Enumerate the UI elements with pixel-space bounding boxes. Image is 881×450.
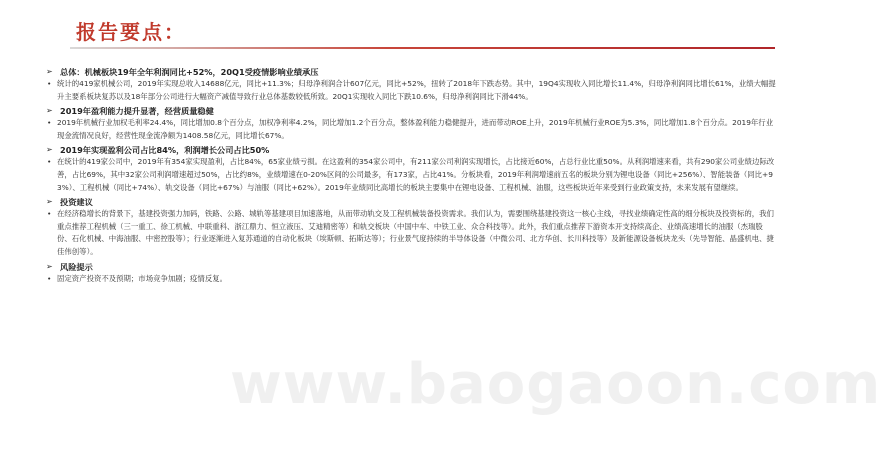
section-investment-advice [46,196,776,258]
bullet-text: 2019年机械行业加权毛利率24.4%，同比增加0.8个百分点，加权净利率4.2%，同比增加1.2个百分点，整体盈利能力稳健提升，进而带动ROE上升，2019年机械行业ROE为5.3%，同比增加1.8个百分点。2019年行业现金流情况良好，经营性现金流净额为1408.58亿元，同比增长67%。 [57,118,774,140]
bullet-paragraph [46,78,776,103]
bullet-text: 在统计的419家公司中，2019年有354家实现盈利，占比84%，65家业绩亏损。在这盈利的354家公司中，有211家公司利润实现增长，占比接近60%，占总行业比重50%。从利润增速来看，共有290家公司业绩边际改善，占比69%，其中32家公司利润增速超过50%，占比约8%，业绩增速在0-20%区间的公司最多，有173家，占比41%。分板块看，2019年利润增速前五名的板块分别为锂电设备（同比+256%）、智能装备（同比+93%）、工程机械（同比+74%）、轨交设备（同比+67%）与油服（同比+62%）。2019年业绩同比高增长的板块主要集中在锂电设备、工程机械、油服，这些板块近年来受到行业政策支持，未来发展有望继续。 [57,157,775,192]
dot-bullet-icon: • [47,157,52,167]
section-heading [46,196,776,208]
arrow-bullet-icon: ➢ [46,197,53,207]
dot-bullet-icon: • [47,118,52,128]
section-heading-text: 总体：机械板块19年全年利润同比+52%，20Q1受疫情影响业绩承压 [60,67,319,77]
section-profitability [46,105,776,142]
arrow-bullet-icon: ➢ [46,106,53,116]
bullet-paragraph [46,156,776,194]
section-heading-text: 投资建议 [60,197,93,208]
bullet-text: 统计的419家机械公司，2019年实现总收入14688亿元，同比+11.3%；归母净利润合计607亿元，同比+52%，扭转了2018年下跌态势。其中，19Q4实现收入同比增长11.4%，归母净利润同比增长61%，业绩大幅提升主要系板块复苏以及18年部分公司进行大幅资产减值导致行业总体基数较低所致。20Q1实现收入同比下跌10.6%，归母净利润同比下滑44%。 [57,79,776,101]
bullet-paragraph [46,208,776,258]
section-heading-text: 2019年盈利能力提升显著，经营质量稳健 [60,106,214,117]
section-heading [46,66,776,78]
arrow-bullet-icon: ➢ [46,145,53,155]
arrow-bullet-icon: ➢ [46,67,53,76]
section-profit-ratio [46,144,776,194]
dot-bullet-icon: • [47,209,52,219]
section-heading-text: 风险提示 [60,261,93,272]
bullet-paragraph [46,117,776,142]
report-content [46,64,776,285]
section-heading [46,261,776,273]
section-overview [46,66,776,103]
section-heading [46,144,776,156]
section-risk-warning [46,261,776,286]
bullet-text: 在经济稳增长的背景下，基建投资强力加码，铁路、公路、城轨等基建项目加速落地，从而带动轨交及工程机械装备投资需求。我们认为，需要围绕基建投资这一核心主线，寻找业绩确定性高的细分板块及投资标的，我们重点推荐工程机械（三一重工、徐工机械、中联重科、浙江鼎力、恒立液压、艾迪精密等）和轨交板块（中国中车、中铁工业、众合科技等）。此外，我们重点推荐下游资本开支持续高企、业绩高速增长的油服（杰瑞股份、石化机械、中海油服、中密控股等）；行业逐渐进入复苏通道的自动化板块（埃斯顿、拓斯达等）；行业景气度持续的半导体设备（中微公司、北方华创、长川科技等）及新能源设备板块龙头（先导智能、晶盛机电、捷佳伟创等）。 [57,209,774,256]
dot-bullet-icon: • [47,79,52,88]
page-title: 报告要点： [76,20,186,44]
section-heading [46,105,776,117]
dot-bullet-icon: • [47,273,52,283]
arrow-bullet-icon: ➢ [46,261,53,271]
section-heading-text: 2019年实现盈利公司占比84%，利润增长公司占比50% [60,145,270,156]
bullet-text: 固定资产投资不及预期；市场竞争加剧；疫情反复。 [57,273,227,283]
bullet-paragraph [46,273,776,286]
watermark: www.baogaoon.com [230,352,881,417]
title-divider [70,47,775,49]
